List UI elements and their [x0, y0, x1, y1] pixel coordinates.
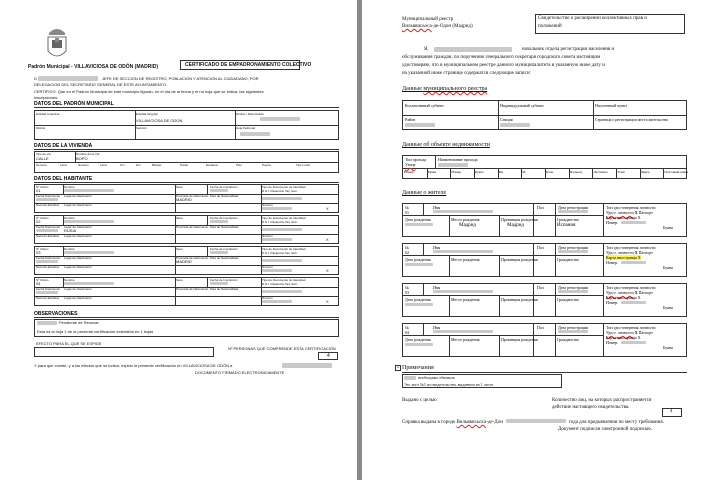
habitant-lugar-value: RUSIA	[64, 228, 77, 233]
resident-foreign-card: Карта иностранца X	[606, 255, 641, 260]
padron-section-title: DATOS DEL PADRÓN MUNICIPAL	[34, 101, 339, 108]
habitant-label-lugar-nacimiento: Lugar de Nacimiento	[64, 287, 92, 291]
habitant-label-nacionalidad: País de Nacionalidad	[210, 256, 239, 260]
redacted-field	[621, 301, 646, 304]
resident-doc-options: Удост. личности X Паспорт	[606, 210, 653, 215]
redacted-field	[405, 303, 433, 306]
habitant-provincia-value: MADRID	[176, 197, 192, 202]
habitant-label-nombre: Nombre	[64, 247, 75, 251]
registry-label-settlement: Населенный пункт	[595, 103, 628, 108]
resident-name-label: Имя	[433, 325, 441, 330]
habitant-label-sexo: Sexo	[176, 278, 183, 282]
redacted-field	[36, 198, 58, 201]
padron-label-entidad-colectiva: Entidad Colectiva	[36, 112, 60, 116]
notes-line-2: Это лист №1 из свидетельства, выданном на 1 листе.	[404, 382, 495, 387]
redacted-field	[433, 250, 493, 253]
resident-doctype-label: Тип удостоверения личности	[606, 245, 656, 250]
habitant-label-tipo-doc: Tipo de Documento de Identidad	[262, 278, 306, 282]
vivienda-label-piso: Piso	[236, 163, 242, 167]
habitant-label-fecha-nacimiento: Fecha Nacimiento	[36, 194, 61, 198]
resident-num-label: №	[405, 245, 409, 250]
redacted-officer-name	[38, 76, 98, 81]
habitant-label-lugar-nacimiento: Lugar de Nacimiento	[64, 194, 92, 198]
redacted-field	[262, 228, 302, 231]
habitant-label-estudios: Nivel de Estudios	[36, 296, 60, 300]
habitant-label-numero: Número	[262, 234, 273, 238]
redacted-field	[621, 341, 646, 344]
certificate-title-ru-1: Свидетельство о расширении коллективных прав и	[538, 16, 647, 21]
habitant-label-numero: Número	[262, 203, 273, 207]
habitant-label-fecha-nacimiento: Fecha Nacimiento	[36, 287, 61, 291]
redacted-field	[210, 251, 228, 254]
habitant-label-nombre: Nombre	[64, 216, 75, 220]
vivienda-label-bloque: Bloque	[152, 163, 162, 167]
resident-num-value: 02	[405, 250, 409, 255]
resident-block	[402, 243, 687, 277]
coat-of-arms-icon	[44, 25, 70, 61]
resident-name-label: Имя	[433, 205, 441, 210]
redacted-field	[64, 282, 114, 285]
resident-num-value: 01	[405, 210, 409, 215]
property-column-label: Дверь	[640, 170, 650, 174]
property-type-value: Улица	[405, 162, 416, 167]
habitant-label-fecha-inscripcion: Fecha de Inscripción	[210, 247, 238, 251]
registry-label-district: Район	[405, 117, 416, 122]
habitant-label-lugar: Lugar de Nacimiento	[64, 234, 92, 238]
habitant-label-estudios: Nivel de Estudios	[36, 265, 60, 269]
resident-birthdate-label: Дата рождения	[405, 217, 431, 222]
habitant-label-orden: Nº Orden	[36, 185, 49, 189]
property-column-label: Номер	[404, 170, 414, 174]
vivienda-label-portal: Portal	[180, 163, 188, 167]
habitant-label-numero: Número	[262, 296, 273, 300]
resident-birthdate-label: Дата рождения	[405, 297, 431, 302]
resident-sex-label: Пол	[537, 205, 544, 210]
resident-birthdate-label: Дата рождения	[405, 337, 431, 342]
habitant-label-tipo-doc: Tipo de Documento de Identidad	[262, 247, 306, 251]
resident-birthdate-label: Дата рождения	[405, 257, 431, 262]
habitant-doc-options: D.N.I. Pasaporte Tarj. Extr.	[262, 189, 298, 193]
redacted-field	[262, 238, 292, 241]
redacted-field	[36, 291, 58, 294]
resident-doctype-label: Тип удостоверения личности	[606, 325, 656, 330]
property-column-label: Блок	[546, 170, 554, 174]
redacted-district	[405, 123, 435, 127]
habitant-label-nacionalidad: País de Nacionalidad	[210, 225, 239, 229]
intro-ru-1a: Я,	[424, 47, 429, 52]
registry-header-line-2: Вильявисьоса-де-Одон (Мадрид)	[402, 24, 473, 29]
property-type-label: Тип прохода	[405, 157, 427, 162]
padron-label-distrito: Distrito	[36, 126, 46, 130]
redacted-street-name	[438, 163, 468, 167]
redacted-field	[405, 223, 433, 226]
spanish-certificate-page	[0, 0, 357, 480]
property-column-label: Номер	[451, 170, 462, 174]
vivienda-nombre-via-value: BOPO	[76, 156, 88, 161]
resident-regdate-label: Дата регистрации	[558, 325, 589, 330]
resident-birthprov-value: Мадрид	[507, 223, 524, 228]
russian-translation-page	[362, 0, 720, 480]
padron-label-nucleo: Núcleo / Diseminado	[236, 112, 264, 116]
certificate-title-ru-2: положений	[538, 24, 562, 29]
resident-doctype-label: Тип удостоверения личности	[606, 205, 656, 210]
habitant-provincia-value: MADRID	[176, 259, 192, 264]
habitant-label-lugar: Lugar de Nacimiento	[64, 203, 92, 207]
intro-ru-3: удостоверяю, что в муниципальном реестре данного муниципалитета в указанную ниже дату и	[402, 63, 605, 68]
property-column-label: Буква	[427, 170, 437, 174]
resident-number-label: Номер.	[606, 300, 619, 305]
vivienda-label-puerta: Puerta	[262, 163, 271, 167]
redacted-field	[558, 330, 588, 333]
vivienda-label-nombre-via: Nombre de la Vía	[76, 152, 100, 156]
vivienda-label-hm: Hm	[136, 163, 141, 167]
registry-label-individual: Индивидуальный субъект	[500, 103, 544, 108]
habitant-orden-value: 03	[36, 250, 41, 255]
habitant-label-numero: Número	[262, 265, 273, 269]
habitant-label-provincia: Provincia de Nacimiento	[176, 194, 209, 198]
resident-num-label: №	[405, 205, 409, 210]
resident-num-label: №	[405, 285, 409, 290]
resident-regdate-label: Дата регистрации	[558, 205, 589, 210]
habitante-section-title: DATOS DEL HABITANTE	[34, 176, 339, 183]
redacted-field	[433, 290, 493, 293]
resident-name-label: Имя	[433, 245, 441, 250]
resident-birthprov-label: Провинция рождения	[501, 257, 538, 262]
resident-birthplace-label: Место рождения	[451, 337, 480, 342]
habitant-label-estudios: Nivel de Estudios	[36, 203, 60, 207]
vivienda-label-tipo-via: Tipo de vía	[36, 152, 51, 156]
personas-label: Nº PERSONAS QUE COMPRENDE ESTA CERTIFICACIÓN	[228, 346, 336, 351]
habitant-label-orden: Nº Orden	[36, 247, 49, 251]
resident-regdate-label: Дата регистрации	[558, 285, 589, 290]
redacted-field	[36, 260, 58, 263]
property-column-label: Подъезд	[569, 170, 583, 174]
habitant-doc-options: D.N.I. Pasaporte Tarj. Extr.	[262, 220, 298, 224]
resident-block	[402, 203, 687, 237]
habitant-label-nacionalidad: País de Nacionalidad	[210, 287, 239, 291]
redacted-field	[433, 330, 493, 333]
redacted-field	[621, 261, 646, 264]
signed-electronically: Документ подписан электронной подписью.	[558, 427, 653, 432]
issued-line: Справка выдана в городе Вильявисьоса-де-Дон года для предъявления по месту требования.	[402, 420, 664, 425]
habitant-label-sexo: Sexo	[176, 216, 183, 220]
resident-letter-label: Буква	[663, 225, 673, 230]
expand-notes-icon[interactable]: +	[396, 366, 400, 371]
resident-citizenship-label: Гражданство	[557, 337, 579, 342]
redacted-field	[558, 290, 588, 293]
vivienda-label-letra-2: Letra	[100, 163, 107, 167]
habitant-label-lugar-nacimiento: Lugar de Nacimiento	[64, 256, 92, 260]
vivienda-label-letra: Letra	[60, 163, 67, 167]
vivienda-label-km: Km	[120, 163, 125, 167]
resident-num-value: 03	[405, 290, 409, 295]
padron-entidad-singular-value: VILLAVICIOSA DE ODON	[136, 118, 183, 123]
habitant-label-fecha-nacimiento: Fecha Nacimiento	[36, 256, 61, 260]
habitant-label-orden: Nº Orden	[36, 216, 49, 220]
habitant-doc-options: D.N.I. Pasaporte Tarj. Extr.	[262, 282, 298, 286]
property-column-label: Км	[498, 170, 504, 174]
person-count-label-1: Количество лиц, на которых распространяется	[552, 398, 652, 403]
habitant-label-nacionalidad: País de Nacionalidad	[210, 194, 239, 198]
resident-citizenship-value: Испания	[557, 223, 576, 228]
resident-doc-options: Удост. личности X Паспорт	[606, 290, 653, 295]
registry-label-page: Страница о регистрации места жительства	[595, 117, 668, 122]
resident-foreign-card: Карта иностранца X	[606, 335, 641, 340]
property-name-label: Наименование прохода	[438, 157, 478, 162]
efecto-label: EFECTO PARA EL QUE SE EXPIDE	[36, 341, 102, 346]
resident-birthplace-value: Мадрид	[459, 223, 476, 228]
habitant-label-lugar: Lugar de Nacimiento	[64, 296, 92, 300]
redacted-field	[621, 221, 646, 224]
resident-doc-options: Удост. личности X Паспорт	[606, 250, 653, 255]
redacted-field	[64, 220, 114, 223]
redacted-officer-name-ru	[434, 47, 512, 52]
redacted-date	[282, 363, 332, 368]
redacted-field	[210, 220, 228, 223]
resident-citizenship-label: Гражданство	[557, 297, 579, 302]
vivienda-label-tipo-local: Tipo Local	[296, 163, 310, 167]
property-column-label: Лестница	[593, 170, 608, 174]
municipal-register-title: Padrón Municipal - VILLAVICIOSA DE ODÓN (MADRID)	[28, 64, 158, 70]
property-section-title: Данные об объекте недвижимости	[402, 142, 490, 148]
redacted-field	[64, 251, 114, 254]
redacted-field	[262, 300, 292, 303]
resident-block	[402, 323, 687, 357]
habitant-label-estudios: Nivel de Estudios	[36, 234, 60, 238]
redacted-field	[210, 282, 228, 285]
redacted-observation	[37, 321, 57, 325]
vivienda-tipo-via-value: CALLE	[36, 156, 49, 161]
observaciones-line-2: Esta es la hoja 1 de la presente certificación extendida en 1 hojas	[37, 329, 154, 334]
resident-block	[402, 283, 687, 317]
padron-label-entidad-singular: Entidad Singular	[136, 112, 159, 116]
habitant-orden-value: 04	[36, 281, 41, 286]
redacted-field	[405, 343, 433, 346]
resident-doc-options: Удост. личности X Паспорт	[606, 330, 653, 335]
resident-sex-label: Пол	[537, 285, 544, 290]
redacted-field	[262, 269, 292, 272]
resident-number-label: Номер.	[606, 260, 619, 265]
resident-letter-label: Буква	[663, 345, 673, 350]
padron-label-seccion: Sección	[136, 126, 147, 130]
resident-foreign-card: Карта иностранца X	[606, 295, 641, 300]
resident-number-label: Номер.	[606, 220, 619, 225]
redacted-hoja	[240, 132, 270, 136]
habitant-label-fecha-inscripcion: Fecha de Inscripción	[210, 216, 238, 220]
vivienda-section-title: DATOS DE LA VIVIENDA	[34, 143, 339, 150]
habitant-label-tipo-doc: Tipo de Documento de Identidad	[262, 185, 306, 189]
observaciones-section-title: OBSERVACIONES	[34, 311, 339, 318]
habitant-doc-number: X	[326, 299, 329, 304]
resident-citizenship-label: Гражданство	[557, 217, 579, 222]
person-count-label-2: действие настоящего свидетельства.	[552, 405, 630, 410]
registry-section-title: Данные муниципального реестра	[402, 86, 488, 92]
resident-birthplace-label: Место рождения	[451, 257, 480, 262]
personas-count-value: 4	[327, 353, 330, 359]
resident-citizenship-label: Гражданство	[557, 257, 579, 262]
resident-birthprov-label: Провинция рождения	[501, 217, 538, 222]
person-count-value: 4	[670, 409, 673, 414]
intro-ru-2: обслуживания граждан, по поручению генерального секретаря городского совета настоящим	[402, 55, 601, 60]
intro-prefix: D	[34, 76, 37, 81]
resident-regdate-label: Дата регистрации	[558, 245, 589, 250]
intro-line-2: DELEGACION DEL SECRETARIO GENERAL DE ESTE AYUNTAMIENTO.	[34, 82, 168, 87]
resident-foreign-card: Карта иностранца X	[606, 215, 641, 220]
property-column-label: Этаж	[617, 170, 625, 174]
resident-name-label: Имя	[433, 285, 441, 290]
habitant-label-provincia: Provincia de Nacimiento	[176, 287, 209, 291]
registry-header-line-1: Муниципальный реестр	[402, 17, 454, 22]
habitant-label-fecha-inscripcion: Fecha de Inscripción	[210, 185, 238, 189]
habitant-label-provincia: Provincia de Nacimiento	[176, 256, 209, 260]
observaciones-line-1: Pendiente de Renovar	[59, 320, 99, 325]
resident-birthplace-label: Место рождения	[451, 297, 480, 302]
redacted-field	[36, 229, 58, 232]
habitant-label-sexo: Sexo	[176, 185, 183, 189]
vivienda-label-numero-2: Numero	[78, 163, 89, 167]
resident-doctype-label: Тип удостоверения личности	[606, 285, 656, 290]
footer-signed: DOCUMENTO FIRMADO ELECTRONICAMENTE	[195, 370, 285, 375]
redacted-field	[558, 250, 588, 253]
efecto-box	[34, 347, 214, 357]
resident-number-label: Номер.	[606, 340, 619, 345]
habitant-label-orden: Nº Orden	[36, 278, 49, 282]
redacted-field	[210, 189, 228, 192]
property-column-label: Буква	[475, 170, 484, 174]
habitant-doc-number: X	[326, 268, 329, 273]
issued-for-label: Выдано с целью	[402, 398, 437, 403]
property-column-label: М	[522, 170, 526, 174]
notes-line-1: необходимо обновить	[418, 375, 456, 380]
redacted-field	[558, 210, 588, 213]
padron-label-hoja: Hoja Padronal	[236, 126, 256, 130]
habitant-doc-options: D.N.I. Pasaporte Tarj. Extr.	[262, 251, 298, 255]
property-column-label: Почтовый ящик	[664, 170, 689, 174]
resident-birthplace-label: Место рождения	[451, 217, 480, 222]
registry-label-collective: Коллективный субъект	[405, 103, 444, 108]
habitant-label-provincia: Provincia de Nacimiento	[176, 225, 209, 229]
redacted-field	[433, 210, 493, 213]
habitant-doc-number: X	[326, 206, 329, 211]
resident-letter-label: Буква	[663, 265, 673, 270]
habitant-orden-value: 01	[36, 188, 41, 193]
redacted-section	[500, 123, 530, 127]
habitant-doc-number: X	[326, 237, 329, 242]
habitant-label-tipo-doc: Tipo de Documento de Identidad	[262, 216, 306, 220]
padron-table	[34, 110, 339, 140]
habitant-label-fecha-nacimiento: Fecha Nacimiento	[36, 225, 61, 229]
footer-line-1: Y para que conste, y a los efectos que se indica, expido la presente certificación en VILLAVICIOSA DE ODÓN a	[34, 363, 233, 368]
registry-label-section: Секция	[500, 117, 513, 122]
resident-birthprov-label: Провинция рождения	[501, 337, 538, 342]
vivienda-label-numero: Numero	[36, 163, 47, 167]
habitant-label-sexo: Sexo	[176, 247, 183, 251]
habitant-label-lugar-nacimiento: Lugar de Nacimiento	[64, 225, 92, 229]
resident-sex-label: Пол	[537, 245, 544, 250]
resident-num-value: 04	[405, 330, 409, 335]
redacted-note	[404, 376, 416, 380]
redacted-field	[262, 259, 302, 262]
registry-table	[402, 100, 687, 130]
vivienda-label-escalera: Escalera	[206, 163, 218, 167]
town-name: Вильявисьоса	[402, 24, 432, 29]
resident-num-label: №	[405, 325, 409, 330]
resident-section-title: Данные о жителе	[402, 190, 447, 196]
redacted-field	[64, 189, 114, 192]
intro-ru-4: на указанной ниже странице содержатся следующие записи:	[402, 71, 531, 76]
redacted-field	[405, 263, 433, 266]
intro-line-4: inscripciones:	[34, 95, 59, 100]
notes-title: Примечания	[402, 365, 434, 371]
redacted-field	[262, 207, 292, 210]
resident-sex-label: Пол	[537, 325, 544, 330]
habitant-orden-value: 02	[36, 219, 41, 224]
redacted-nucleo	[260, 117, 300, 121]
redacted-field	[262, 290, 302, 293]
redacted-field	[262, 197, 302, 200]
habitant-label-nombre: Nombre	[64, 185, 75, 189]
habitant-label-fecha-inscripcion: Fecha de Inscripción	[210, 278, 238, 282]
certificate-title: CERTIFICADO DE EMPADRONAMIENTO COLECTIVO	[185, 62, 312, 68]
intro-line-3: CERTIFICO: Que en el Padrón Municipal de este municipio figuran, en el día de la fecha y en la hoja que se indica, las siguientes	[34, 89, 264, 94]
intro-line-1: JEFE DE SECCION DE REGISTRO, POBLACION Y ATENCION AL CIUDADANO, POR	[102, 76, 259, 81]
habitant-label-nombre: Nombre	[64, 278, 75, 282]
habitant-label-lugar: Lugar de Nacimiento	[64, 265, 92, 269]
intro-ru-1b: начальник отдела регистрации населения и	[522, 47, 615, 52]
resident-letter-label: Буква	[663, 305, 673, 310]
property-table	[402, 155, 687, 179]
resident-birthprov-label: Провинция рождения	[501, 297, 538, 302]
